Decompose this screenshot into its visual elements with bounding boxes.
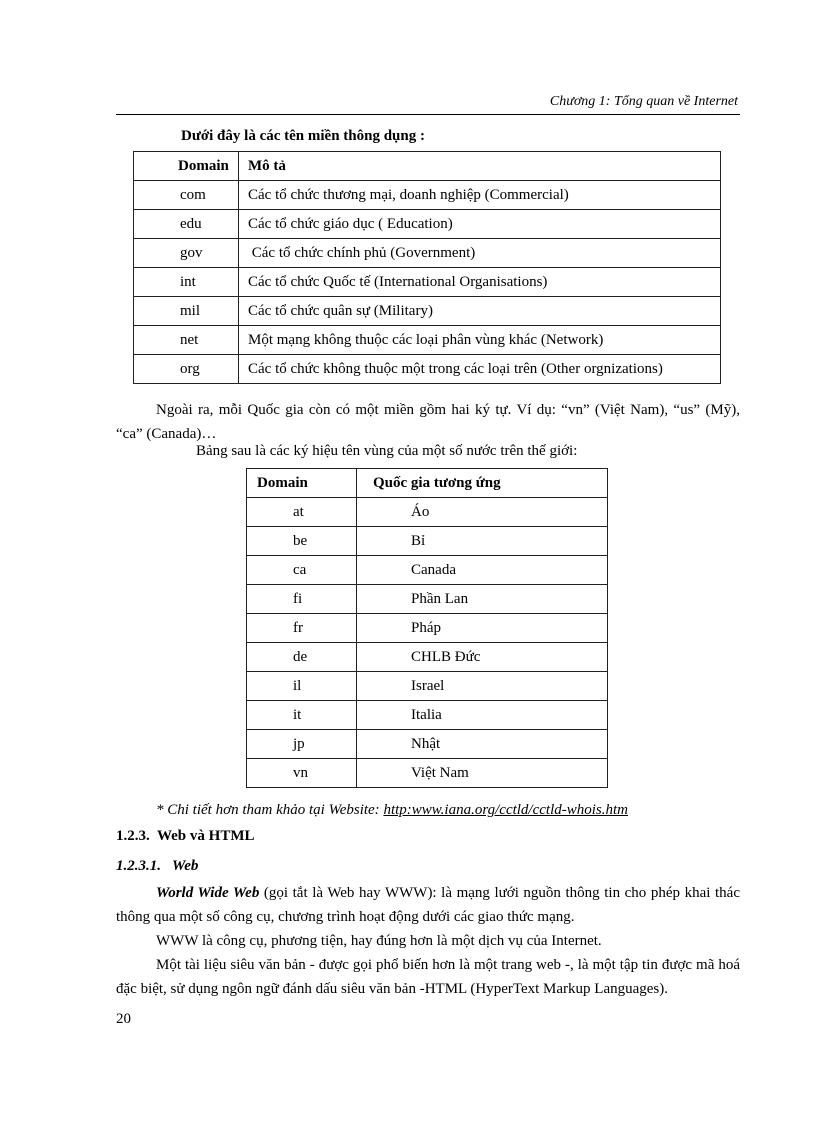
table-row <box>134 210 721 239</box>
column-header-domain: Domain <box>134 152 239 181</box>
country-cell: Áo <box>357 498 608 527</box>
table-row <box>247 672 608 701</box>
table-row <box>134 268 721 297</box>
table-header-row <box>134 152 721 181</box>
domain-table-caption: Dưới đây là các tên miền thông dụng : <box>181 128 425 144</box>
page-number: 20 <box>116 1011 131 1027</box>
description-cell: Một mạng không thuộc các loại phân vùng khác (Network) <box>239 326 721 355</box>
domain-cell: net <box>134 326 239 355</box>
country-cell: Italia <box>357 701 608 730</box>
domain-cell: mil <box>134 297 239 326</box>
description-cell: Các tổ chức chính phủ (Government) <box>239 239 721 268</box>
description-cell: Các tổ chức thương mại, doanh nghiệp (Commercial) <box>239 181 721 210</box>
country-cell: Việt Nam <box>357 759 608 788</box>
domain-cell: ca <box>247 556 357 585</box>
domain-table <box>133 151 721 384</box>
table-header-row <box>247 469 608 498</box>
table-row <box>134 326 721 355</box>
column-header-description: Mô tả <box>239 152 721 181</box>
domain-cell: vn <box>247 759 357 788</box>
domain-cell: fi <box>247 585 357 614</box>
iana-link[interactable]: http:www.iana.org/cctld/cctld-whois.htm <box>383 802 629 818</box>
web-definition-paragraph <box>116 881 740 929</box>
table-row <box>134 355 721 384</box>
column-header-country: Quốc gia tương ứng <box>357 469 608 498</box>
table-row <box>247 585 608 614</box>
www-term: World Wide Web <box>156 885 260 901</box>
domain-cell: at <box>247 498 357 527</box>
country-cell: CHLB Đức <box>357 643 608 672</box>
domain-cell: il <box>247 672 357 701</box>
country-cell: Nhật <box>357 730 608 759</box>
country-table-caption: Bảng sau là các ký hiệu tên vùng của một số nước trên thế giới: <box>196 443 578 459</box>
domain-cell: be <box>247 527 357 556</box>
domain-cell: de <box>247 643 357 672</box>
subsection-heading: 1.2.3.1. Web <box>116 858 199 874</box>
table-row <box>247 730 608 759</box>
domain-cell: int <box>134 268 239 297</box>
section-heading: 1.2.3. Web và HTML <box>116 828 255 844</box>
domain-cell: gov <box>134 239 239 268</box>
table-row <box>134 181 721 210</box>
domain-cell: it <box>247 701 357 730</box>
domain-cell: fr <box>247 614 357 643</box>
domain-cell: org <box>134 355 239 384</box>
table-row <box>247 527 608 556</box>
domain-cell: jp <box>247 730 357 759</box>
domain-cell: edu <box>134 210 239 239</box>
table-row <box>247 759 608 788</box>
www-service-paragraph: WWW là công cụ, phương tiện, hay đúng hơn là một dịch vụ của Internet. <box>156 933 602 949</box>
country-cell: Pháp <box>357 614 608 643</box>
table-row <box>247 701 608 730</box>
country-table <box>246 468 608 788</box>
table-row <box>134 297 721 326</box>
table-row <box>247 556 608 585</box>
table-row <box>247 498 608 527</box>
table-row <box>247 614 608 643</box>
www-definition-text: (gọi tắt là Web hay WWW): là mạng lưới nguồn thông tin cho phép khai thác thông qua một số công cụ, chương trình hoạt động dưới các giao thức mạng. <box>116 885 740 925</box>
table-row <box>247 643 608 672</box>
description-cell: Các tổ chức giáo dục ( Education) <box>239 210 721 239</box>
country-cell: Bỉ <box>357 527 608 556</box>
country-cell: Phần Lan <box>357 585 608 614</box>
reference-note <box>156 802 628 819</box>
header-rule <box>116 114 740 115</box>
chapter-header: Chương 1: Tổng quan về Internet <box>549 94 738 109</box>
country-cell: Canada <box>357 556 608 585</box>
description-cell: Các tổ chức không thuộc một trong các loại trên (Other orgnizations) <box>239 355 721 384</box>
description-cell: Các tổ chức Quốc tế (International Organisations) <box>239 268 721 297</box>
country-domain-paragraph: Ngoài ra, mỗi Quốc gia còn có một miền gồm hai ký tự. Ví dụ: “vn” (Việt Nam), “us” (Mỹ), “ca” (Canada)… <box>116 402 740 442</box>
domain-cell: com <box>134 181 239 210</box>
hypertext-paragraph: Một tài liệu siêu văn bản - được gọi phổ biến hơn là một trang web -, là một tập tin được mã hoá đặc biệt, sử dụng ngôn ngữ đánh dấu siêu văn bản -HTML (HyperText Markup Languages). <box>116 957 740 997</box>
note-prefix: * Chi tiết hơn tham khảo tại Website: <box>156 802 384 818</box>
country-cell: Israel <box>357 672 608 701</box>
description-cell: Các tổ chức quân sự (Military) <box>239 297 721 326</box>
table-row <box>134 239 721 268</box>
column-header-domain: Domain <box>247 469 357 498</box>
